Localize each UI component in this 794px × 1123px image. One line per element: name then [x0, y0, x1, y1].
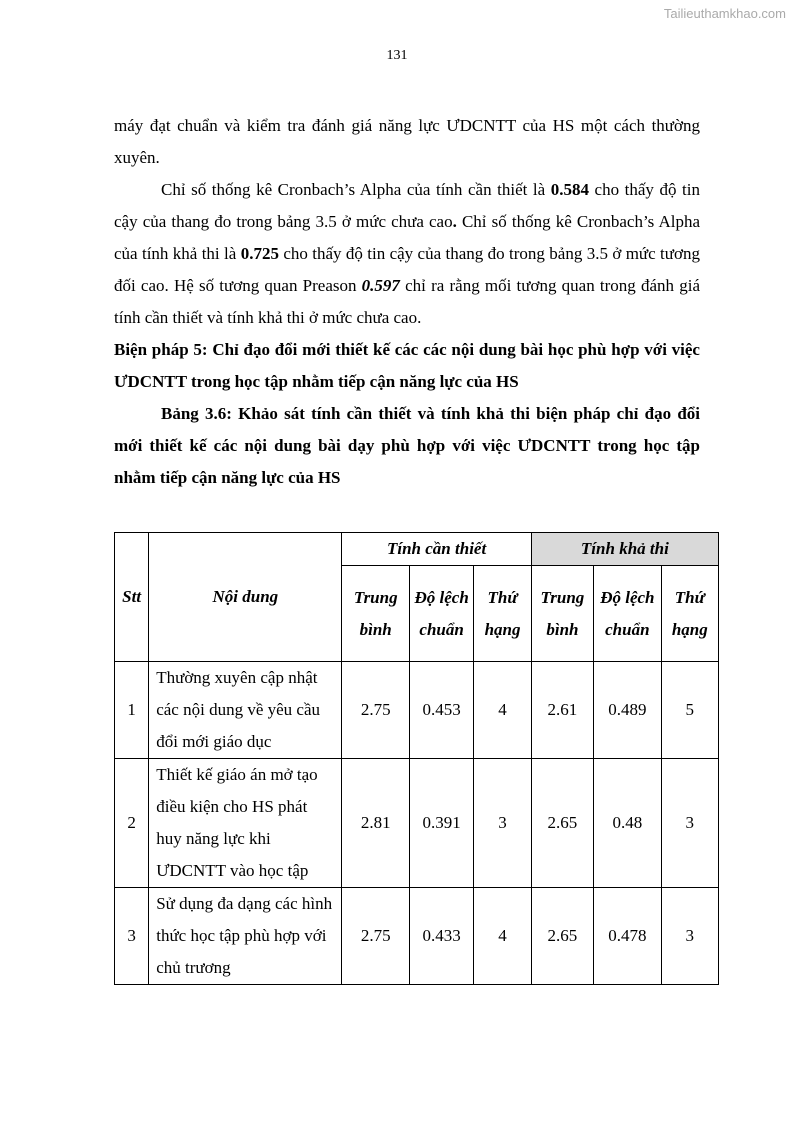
cell-content: Thiết kế giáo án mở tạo điều kiện cho HS phát huy năng lực khi ƯDCNTT vào học tập — [149, 759, 342, 888]
table-caption: Bảng 3.6: Khảo sát tính cần thiết và tính khả thi biện pháp chỉ đạo đổi mới thiết kế các nội dung bài dạy phù hợp với việc ƯDCNTT trong học tập nhằm tiếp cận năng lực của HS — [114, 404, 700, 487]
paragraph-cronbach — [114, 174, 700, 334]
alpha-value-necessity: 0.584 — [550, 180, 589, 199]
header-feasibility: Tính khả thi — [531, 533, 718, 566]
cell-sd: 0.48 — [594, 759, 661, 888]
header-sd: Độ lệch chuẩn — [409, 566, 473, 662]
cell-sd: 0.391 — [409, 759, 473, 888]
header-necessity: Tính cần thiết — [342, 533, 531, 566]
cell-mean: 2.75 — [342, 662, 409, 759]
header-content: Nội dung — [149, 533, 342, 662]
document-body — [114, 110, 700, 494]
cell-sd: 0.489 — [594, 662, 661, 759]
cell-rank: 3 — [474, 759, 531, 888]
heading-label: Biện pháp 5 — [114, 340, 202, 359]
cell-stt: 1 — [115, 662, 149, 759]
cell-stt: 3 — [115, 888, 149, 985]
section-heading — [114, 334, 700, 398]
paragraph-continued: máy đạt chuẩn và kiểm tra đánh giá năng lực ƯDCNTT của HS một cách thường xuyên. — [114, 116, 700, 167]
cell-sd: 0.478 — [594, 888, 661, 985]
text-segment: . — [452, 212, 457, 231]
cell-mean: 2.65 — [531, 759, 593, 888]
cell-mean: 2.75 — [342, 888, 409, 985]
survey-table — [114, 532, 719, 985]
cell-content: Sử dụng đa dạng các hình thức học tập phù hợp với chủ trương — [149, 888, 342, 985]
cell-rank: 5 — [661, 662, 718, 759]
table-header-row — [115, 533, 719, 566]
cell-stt: 2 — [115, 759, 149, 888]
cell-rank: 4 — [474, 662, 531, 759]
header-stt: Stt — [115, 533, 149, 662]
cell-rank: 3 — [661, 888, 718, 985]
cell-sd: 0.433 — [409, 888, 473, 985]
cell-rank: 3 — [661, 759, 718, 888]
cell-mean: 2.61 — [531, 662, 593, 759]
watermark: Tailieuthamkhao.com — [663, 6, 786, 21]
cell-content: Thường xuyên cập nhật các nội dung về yêu cầu đổi mới giáo dục — [149, 662, 342, 759]
page-number: 131 — [386, 48, 408, 63]
table-row — [115, 888, 719, 985]
header-rank: Thứ hạng — [661, 566, 718, 662]
text-segment: Chỉ số thống kê Cronbach’s Alpha của tính khả thi là — [114, 212, 701, 263]
cell-rank: 4 — [474, 888, 531, 985]
header-mean: Trung bình — [342, 566, 409, 662]
alpha-value-feasibility: 0.725 — [240, 244, 279, 263]
correlation-value: 0.597 — [361, 276, 400, 295]
heading-text: : Chỉ đạo đổi mới thiết kế các các nội dung bài học phù hợp với việc ƯDCNTT trong học tập nhằm tiếp cận năng lực của HS — [114, 340, 700, 391]
cell-sd: 0.453 — [409, 662, 473, 759]
cell-mean: 2.81 — [342, 759, 409, 888]
text-segment: chỉ ra rằng mối tương quan trong đánh giá tính cần thiết và tính khả thi ở mức chưa cao. — [114, 276, 700, 327]
header-mean: Trung bình — [531, 566, 593, 662]
text-segment: cho thấy độ tin cậy của thang đo trong bảng 3.5 ở mức chưa cao — [114, 180, 700, 231]
text-segment: Chỉ số thống kê Cronbach’s Alpha của tính cần thiết là — [161, 180, 551, 199]
table-row — [115, 662, 719, 759]
header-rank: Thứ hạng — [474, 566, 531, 662]
header-sd: Độ lệch chuẩn — [594, 566, 661, 662]
text-segment: cho thấy độ tin cậy của thang đo trong bảng 3.5 ở mức tương đối cao. Hệ số tương quan Preason — [114, 244, 700, 295]
cell-mean: 2.65 — [531, 888, 593, 985]
table-row — [115, 759, 719, 888]
